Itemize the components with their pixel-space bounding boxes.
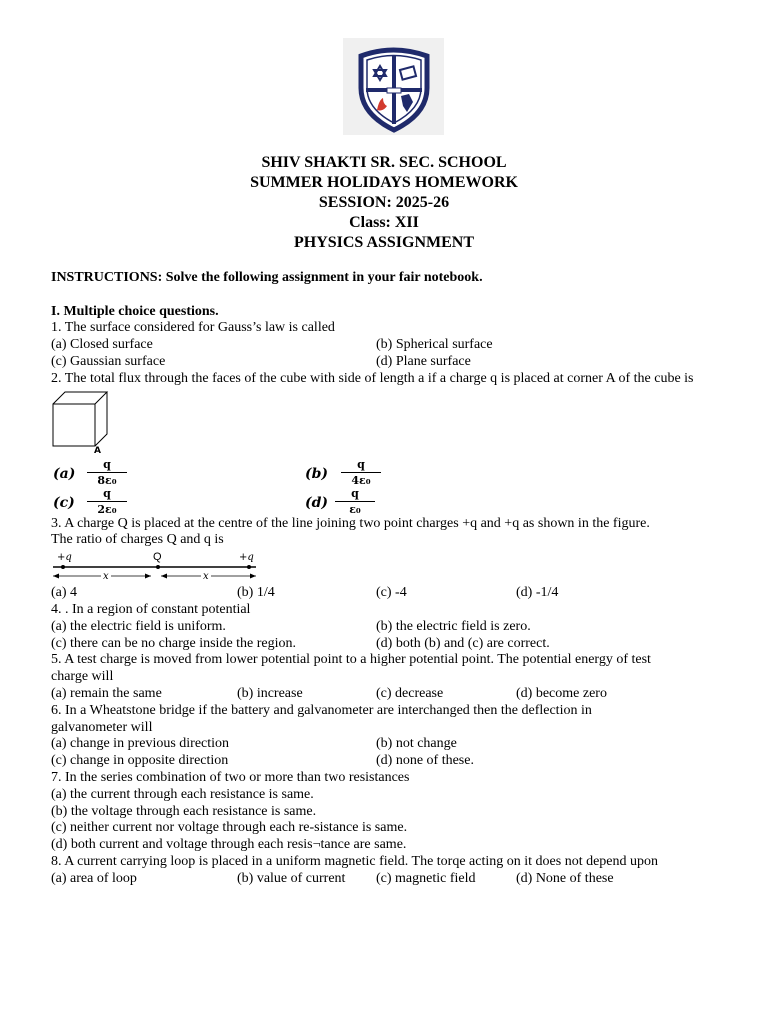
option-b: (b) Spherical surface bbox=[376, 337, 493, 353]
section-title: I. Multiple choice questions. bbox=[51, 303, 219, 319]
option-d: (d) -1/4 bbox=[516, 585, 559, 601]
option-b-numerator: q bbox=[341, 458, 381, 473]
question-6-options-row2 bbox=[51, 753, 731, 770]
option-c-fraction bbox=[87, 487, 127, 516]
question-1-options-row1 bbox=[51, 337, 731, 354]
document-header bbox=[0, 153, 768, 253]
option-d-numerator: q bbox=[335, 487, 375, 502]
class-label: Class: XII bbox=[349, 214, 419, 231]
option-c: (c) neither current nor voltage through each re-sistance is same. bbox=[51, 820, 408, 836]
question-5-line1: 5. A test charge is moved from lower potential point to a higher potential point. The potential energy of test bbox=[51, 652, 651, 668]
option-a: (a) 4 bbox=[51, 585, 78, 601]
school-logo bbox=[343, 38, 444, 135]
question-4-options-row1 bbox=[51, 619, 731, 636]
question-8-options bbox=[51, 871, 731, 888]
cube-figure bbox=[51, 388, 731, 458]
option-d-denominator: ε₀ bbox=[349, 502, 361, 516]
question-3-line1: 3. A charge Q is placed at the centre of the line joining two point charges +q and +q as shown in the figure. bbox=[51, 515, 650, 531]
option-a: (a) change in previous direction bbox=[51, 736, 230, 752]
option-d: (d) Plane surface bbox=[376, 353, 471, 369]
subject-title: PHYSICS ASSIGNMENT bbox=[293, 234, 475, 251]
option-b: (b) the voltage through each resistance is same. bbox=[51, 803, 317, 819]
homework-title: SUMMER HOLIDAYS HOMEWORK bbox=[250, 174, 518, 191]
instructions: INSTRUCTIONS: Solve the following assignment in your fair notebook. bbox=[51, 270, 483, 285]
option-a: (a) Closed surface bbox=[51, 337, 153, 353]
option-d: (d) both (b) and (c) are correct. bbox=[376, 635, 550, 651]
option-b: (b) 1/4 bbox=[237, 585, 275, 601]
option-c-denominator: 2ε₀ bbox=[97, 502, 117, 516]
option-a-denominator: 8ε₀ bbox=[97, 473, 117, 487]
question-4: 4. . In a region of constant potential bbox=[51, 601, 251, 617]
question-8: 8. A current carrying loop is placed in a uniform magnetic field. The torqe acting on it does not depend upon bbox=[51, 853, 659, 869]
question-1: 1. The surface considered for Gauss’s law is called bbox=[51, 320, 335, 336]
center-charge-label: Q bbox=[153, 551, 162, 564]
school-crest-icon bbox=[343, 38, 444, 135]
option-b: (b) value of current bbox=[237, 870, 346, 886]
session-label: SESSION: 2025-26 bbox=[318, 194, 450, 211]
option-b-denominator: 4ε₀ bbox=[351, 473, 371, 487]
question-4-options-row2 bbox=[51, 636, 731, 653]
option-c-numerator: q bbox=[87, 487, 127, 502]
option-c: (c) -4 bbox=[376, 585, 407, 601]
option-b-label: (b) bbox=[305, 465, 329, 482]
assignment-body bbox=[51, 270, 731, 888]
option-a-label: (a) bbox=[53, 465, 76, 482]
question-5-options bbox=[51, 686, 731, 703]
option-c-label: (c) bbox=[53, 494, 75, 511]
question-5-line2: charge will bbox=[51, 669, 114, 685]
option-d: (d) none of these. bbox=[376, 753, 474, 769]
right-charge-label: +q bbox=[239, 552, 254, 564]
option-a-numerator: q bbox=[87, 458, 127, 473]
question-1-options-row2 bbox=[51, 354, 731, 371]
option-a: (a) the current through each resistance is same. bbox=[51, 786, 314, 802]
option-c: (c) magnetic field bbox=[376, 870, 476, 886]
option-b: (b) the electric field is zero. bbox=[376, 618, 531, 634]
left-distance-label: x bbox=[103, 571, 109, 583]
question-7: 7. In the series combination of two or more than two resistances bbox=[51, 769, 410, 785]
school-name: SHIV SHAKTI SR. SEC. SCHOOL bbox=[261, 154, 507, 171]
option-c: (c) there can be no charge inside the region. bbox=[51, 635, 297, 651]
corner-a-label: A bbox=[94, 445, 101, 454]
option-b: (b) not change bbox=[376, 736, 457, 752]
option-b-fraction bbox=[341, 458, 381, 487]
option-c: (c) Gaussian surface bbox=[51, 353, 166, 369]
option-d: (d) None of these bbox=[516, 870, 614, 886]
option-d-label: (d) bbox=[305, 494, 329, 511]
option-d-fraction bbox=[335, 487, 375, 516]
option-a: (a) remain the same bbox=[51, 685, 162, 701]
option-d: (d) both current and voltage through each resis¬tance are same. bbox=[51, 837, 407, 853]
option-c: (c) decrease bbox=[376, 685, 444, 701]
charges-figure bbox=[51, 549, 731, 585]
question-6-line1: 6. In a Wheatstone bridge if the battery and galvanometer are interchanged then the deflection in bbox=[51, 702, 592, 718]
question-2: 2. The total flux through the faces of the cube with side of length a if a charge q is placed at corner A of the cube is bbox=[51, 370, 694, 386]
option-a: (a) the electric field is uniform. bbox=[51, 618, 226, 634]
option-c: (c) change in opposite direction bbox=[51, 753, 229, 769]
question-3-options bbox=[51, 585, 731, 602]
option-a-fraction bbox=[87, 458, 127, 487]
option-d: (d) become zero bbox=[516, 685, 607, 701]
option-a: (a) area of loop bbox=[51, 870, 137, 886]
question-6-options-row1 bbox=[51, 736, 731, 753]
question-3-line2: The ratio of charges Q and q is bbox=[51, 532, 224, 548]
question-6-line2: galvanometer will bbox=[51, 719, 153, 735]
option-b: (b) increase bbox=[237, 685, 303, 701]
right-distance-label: x bbox=[203, 571, 209, 583]
question-2-options bbox=[51, 458, 731, 516]
left-charge-label: +q bbox=[57, 552, 72, 564]
